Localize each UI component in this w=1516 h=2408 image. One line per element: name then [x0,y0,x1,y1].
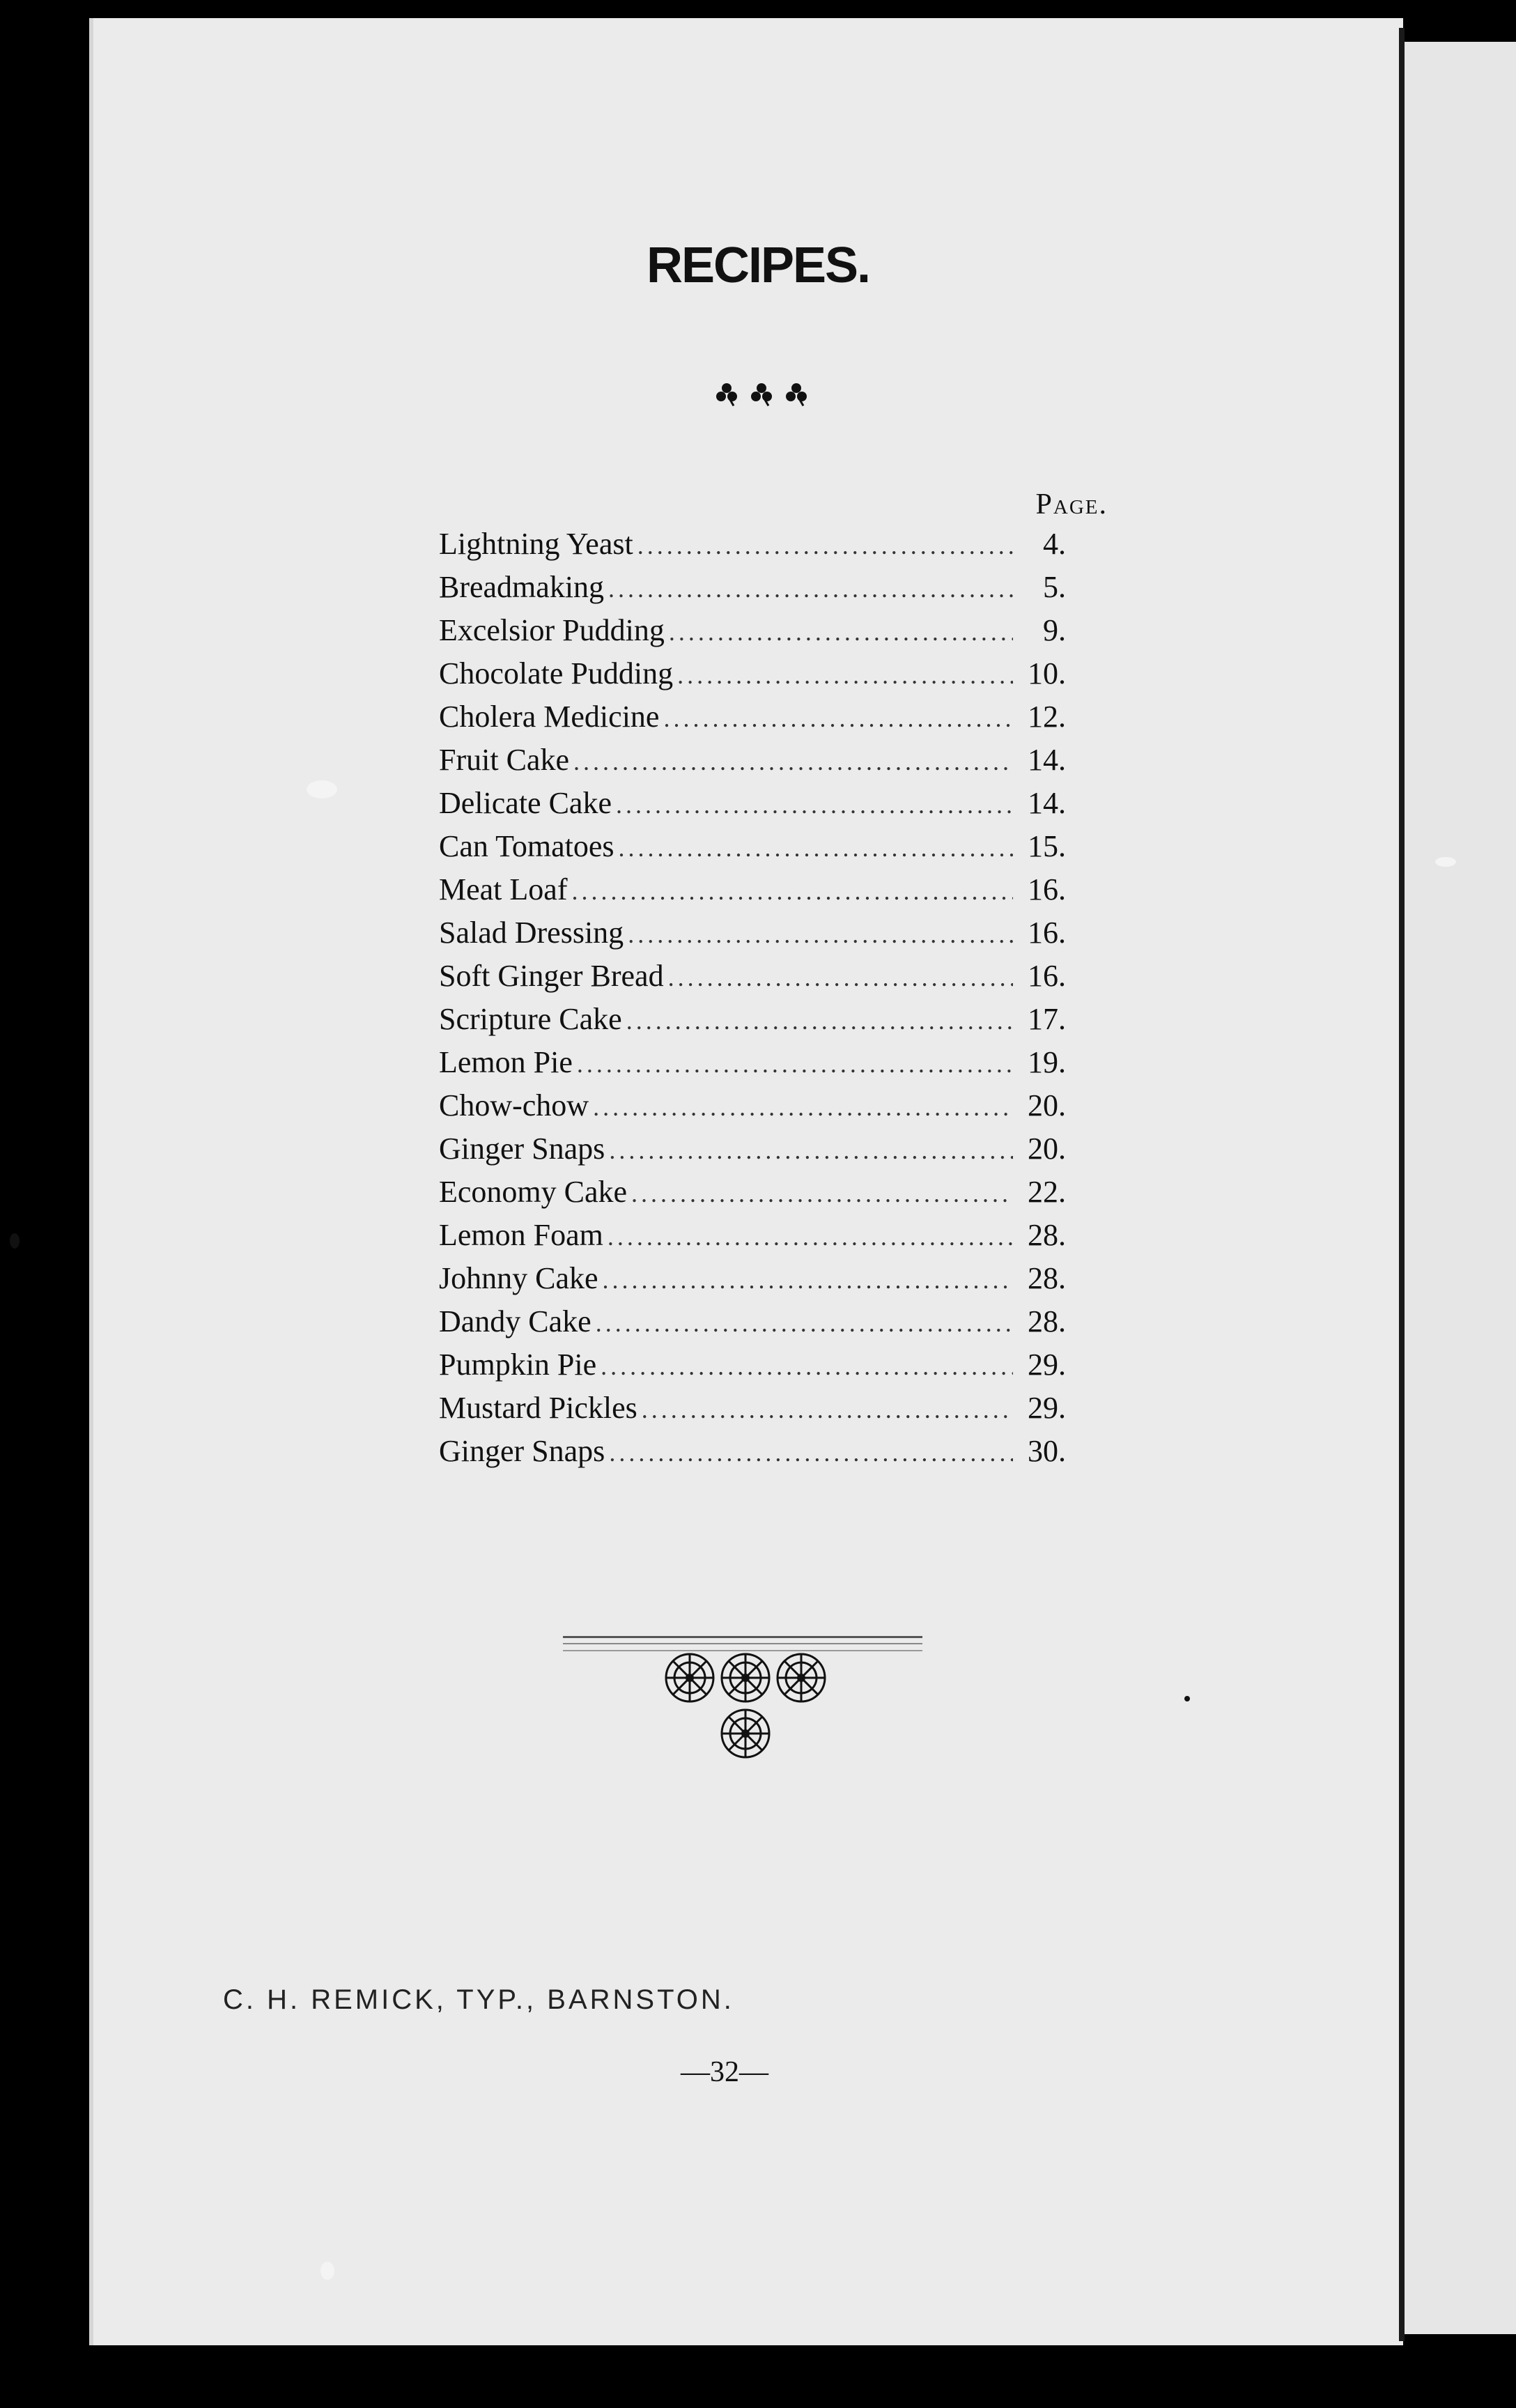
entry-title: Mustard Pickles [439,1391,637,1425]
entry-page: 29. [1028,1391,1066,1425]
page-title: RECIPES. [646,238,870,293]
dot-leader [603,1258,1013,1302]
entry-page: 30. [1028,1434,1066,1468]
entry-page: 16. [1028,872,1066,906]
entry-page: 14. [1028,743,1066,777]
dot-leader [677,654,1013,697]
entry-title: Lemon Pie [439,1045,573,1079]
entry-page: 9. [1043,613,1066,647]
entry-page: 20. [1028,1132,1066,1166]
entry-page: 16. [1028,959,1066,993]
entry-title: Meat Loaf [439,872,568,906]
entry-page: 16. [1028,916,1066,950]
entry-title: Fruit Cake [439,743,569,777]
dot-leader [609,1129,1013,1172]
index-entry [439,1171,1066,1214]
index-entry [439,523,1066,566]
dot-leader [577,1042,1013,1086]
dot-leader [596,1302,1013,1345]
dot-leader [616,783,1013,826]
entry-title: Pumpkin Pie [439,1348,597,1382]
entry-page: 20. [1028,1088,1066,1122]
entry-title: Excelsior Pudding [439,613,665,647]
index-entry [439,652,1066,695]
entry-title: Cholera Medicine [439,700,660,734]
page-number: —32— [681,2056,768,2088]
scan-speck [1435,857,1456,867]
entry-page: 5. [1043,570,1066,604]
scan-speck [1184,1696,1190,1701]
scan-speck [10,1233,20,1249]
page-column-label: Page. [1035,488,1108,520]
dot-leader [663,697,1013,740]
index-entry [439,1387,1066,1430]
index-entry [439,739,1066,782]
entry-title: Ginger Snaps [439,1132,605,1166]
index-entry [439,1041,1066,1084]
scan-speck [320,2262,334,2280]
index-entry [439,1257,1066,1300]
index-entry [439,566,1066,609]
scan-speck [307,780,337,798]
adjacent-page-edge [1405,42,1516,2334]
index-entry [439,1214,1066,1257]
index-entry [439,911,1066,955]
index-entry [439,868,1066,911]
entry-title: Salad Dressing [439,916,624,950]
entry-page: 28. [1028,1261,1066,1295]
recipe-index [439,523,1066,1473]
three-leaf-fleuron-icon [709,376,814,411]
page-gutter [1399,28,1405,2341]
index-entry [439,1343,1066,1387]
entry-title: Dandy Cake [439,1304,591,1338]
dot-leader [573,740,1013,783]
dot-leader [619,826,1013,870]
entry-page: 28. [1028,1218,1066,1252]
entry-page: 17. [1028,1002,1066,1036]
entry-page: 14. [1028,786,1066,820]
index-entry [439,1430,1066,1473]
dot-leader [668,956,1013,999]
entry-page: 4. [1043,527,1066,561]
dot-leader [608,567,1013,610]
celtic-knot-ornament-icon [662,1649,829,1767]
index-entry [439,695,1066,739]
dot-leader [593,1086,1013,1129]
entry-page: 10. [1028,656,1066,690]
dot-leader [637,524,1013,567]
dot-leader [608,1215,1013,1258]
dot-leader [571,870,1013,913]
entry-title: Johnny Cake [439,1261,598,1295]
index-entry [439,782,1066,825]
entry-title: Ginger Snaps [439,1434,605,1468]
ornamental-rule [563,1643,922,1644]
entry-title: Chow-chow [439,1088,589,1122]
ornamental-rule [563,1636,922,1638]
entry-title: Scripture Cake [439,1002,622,1036]
dot-leader [642,1388,1013,1431]
dot-leader [669,610,1013,654]
entry-page: 28. [1028,1304,1066,1338]
printer-imprint: C. H. REMICK, TYP., BARNSTON. [223,1984,734,2015]
index-entry [439,1300,1066,1343]
dot-leader [609,1431,1013,1474]
entry-title: Can Tomatoes [439,829,614,863]
entry-page: 22. [1028,1175,1066,1209]
entry-title: Lightning Yeast [439,527,633,561]
entry-title: Delicate Cake [439,786,612,820]
index-entry [439,955,1066,998]
index-entry [439,609,1066,652]
entry-title: Lemon Foam [439,1218,603,1252]
entry-page: 29. [1028,1348,1066,1382]
entry-page: 19. [1028,1045,1066,1079]
entry-page: 15. [1028,829,1066,863]
dot-leader [628,913,1013,956]
entry-title: Economy Cake [439,1175,628,1209]
entry-page: 12. [1028,700,1066,734]
index-entry [439,998,1066,1041]
dot-leader [631,1172,1013,1215]
dot-leader [626,999,1013,1042]
index-entry [439,1127,1066,1171]
dot-leader [601,1345,1013,1388]
index-entry [439,1084,1066,1127]
entry-title: Soft Ginger Bread [439,959,664,993]
entry-title: Chocolate Pudding [439,656,674,690]
index-entry [439,825,1066,868]
entry-title: Breadmaking [439,570,605,604]
